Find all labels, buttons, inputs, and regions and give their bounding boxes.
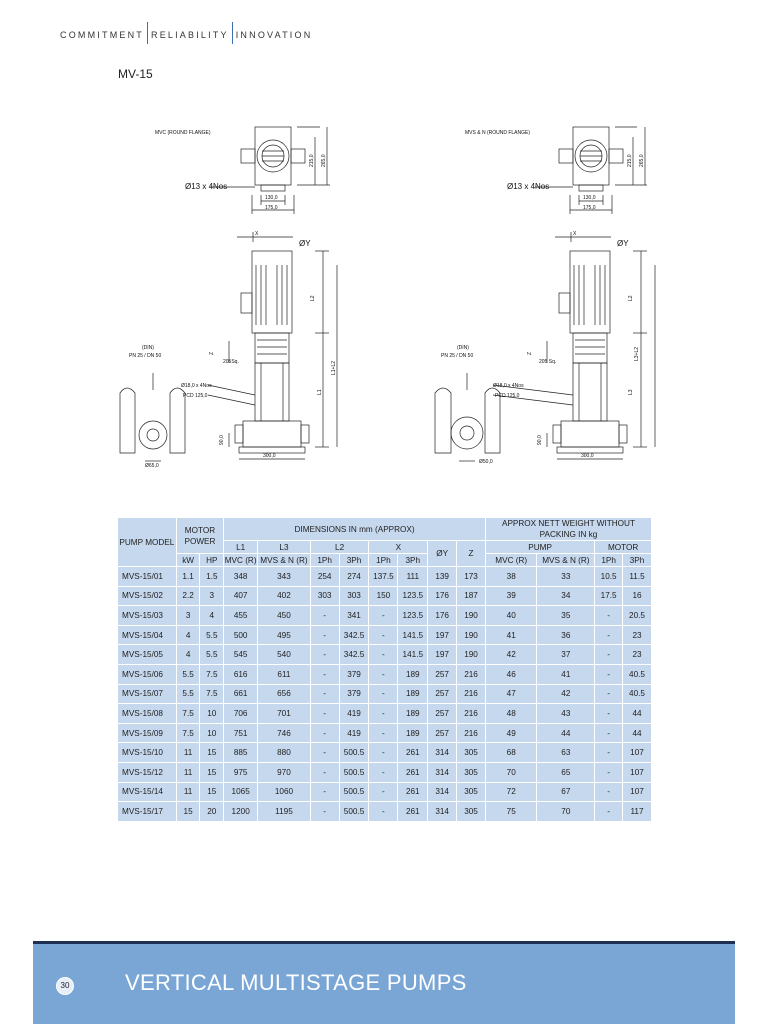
table-cell: 190 — [457, 625, 486, 645]
specification-table — [117, 517, 652, 822]
table-cell: 190 — [457, 606, 486, 626]
table-cell: 348 — [224, 567, 258, 587]
table-cell: 111 — [398, 567, 428, 587]
table-cell: - — [369, 802, 398, 822]
dimension-drawings — [115, 115, 660, 495]
table-cell: - — [310, 782, 339, 802]
table-cell: 42 — [537, 684, 595, 704]
table-cell: 41 — [537, 664, 595, 684]
table-cell: 3 — [200, 586, 224, 606]
table-cell: 197 — [428, 625, 457, 645]
table-cell: 11 — [176, 782, 200, 802]
table-cell: 46 — [485, 664, 537, 684]
table-cell: 616 — [224, 664, 258, 684]
table-cell: 257 — [428, 684, 457, 704]
left-x-label: X — [255, 231, 259, 237]
table-cell-model: MVS-15/17 — [118, 802, 177, 822]
table-cell: - — [595, 704, 623, 724]
table-cell: 11.5 — [623, 567, 652, 587]
header-l1: L1 — [224, 541, 258, 554]
model-title: MV-15 — [118, 67, 153, 81]
page-number: 30 — [56, 977, 74, 995]
table-cell: 123.5 — [398, 606, 428, 626]
table-cell: 314 — [428, 743, 457, 763]
left-dim-300: 300,0 — [263, 453, 276, 459]
table-cell: 7.5 — [200, 664, 224, 684]
header-motor: MOTOR — [595, 541, 652, 554]
left-dim-130: 130,0 — [265, 195, 278, 201]
table-cell: 7.5 — [200, 684, 224, 704]
left-dim-265: 265,0 — [321, 154, 327, 167]
table-cell: 107 — [623, 762, 652, 782]
left-pn-label: PN 25 / DN 50 — [129, 353, 162, 359]
table-cell-model: MVS-15/09 — [118, 723, 177, 743]
table-cell-model: MVS-15/01 — [118, 567, 177, 587]
table-cell: 43 — [537, 704, 595, 724]
table-cell: 189 — [398, 723, 428, 743]
table-cell: - — [595, 664, 623, 684]
left-sq-label: 205Sq. — [223, 359, 239, 365]
table-cell: - — [369, 625, 398, 645]
table-row — [118, 762, 652, 782]
table-cell: 1060 — [258, 782, 311, 802]
table-cell: 4 — [176, 625, 200, 645]
right-flange-label: MVS & N (ROUND FLANGE) — [465, 130, 531, 136]
table-cell: 1.1 — [176, 567, 200, 587]
table-cell: 314 — [428, 762, 457, 782]
table-cell: 880 — [258, 743, 311, 763]
table-cell: 34 — [537, 586, 595, 606]
table-cell: 500.5 — [339, 782, 369, 802]
table-cell: 20.5 — [623, 606, 652, 626]
table-cell: 38 — [485, 567, 537, 587]
table-cell: 407 — [224, 586, 258, 606]
table-cell: 216 — [457, 684, 486, 704]
table-cell: 15 — [176, 802, 200, 822]
table-cell: - — [595, 684, 623, 704]
left-pcd-label: PCD 125,0 — [183, 393, 208, 399]
table-cell-model: MVS-15/04 — [118, 625, 177, 645]
table-cell: 751 — [224, 723, 258, 743]
table-cell: 261 — [398, 743, 428, 763]
right-z-label: Z — [527, 351, 533, 355]
table-cell: 189 — [398, 704, 428, 724]
table-cell: 68 — [485, 743, 537, 763]
table-cell: 1065 — [224, 782, 258, 802]
right-l3-label: L3 — [628, 389, 634, 395]
table-cell: 173 — [457, 567, 486, 587]
table-cell: 419 — [339, 723, 369, 743]
header-z: Z — [457, 541, 486, 567]
table-cell: - — [310, 762, 339, 782]
table-cell: 303 — [339, 586, 369, 606]
header-hp: HP — [200, 554, 224, 567]
table-row — [118, 645, 652, 665]
table-cell: 343 — [258, 567, 311, 587]
table-cell: 40.5 — [623, 684, 652, 704]
table-cell: 139 — [428, 567, 457, 587]
table-cell: 189 — [398, 684, 428, 704]
table-cell: - — [310, 645, 339, 665]
table-cell: 5.5 — [176, 664, 200, 684]
table-cell: - — [310, 606, 339, 626]
header-weight: APPROX NETT WEIGHT WITHOUT PACKING IN kg — [485, 518, 651, 541]
table-cell: - — [595, 645, 623, 665]
table-cell: 44 — [537, 723, 595, 743]
table-cell: 216 — [457, 664, 486, 684]
table-cell: 65 — [537, 762, 595, 782]
table-cell: - — [310, 704, 339, 724]
table-cell: 141.5 — [398, 625, 428, 645]
left-l1-label: L1 — [317, 389, 323, 395]
table-row — [118, 743, 652, 763]
table-cell: 187 — [457, 586, 486, 606]
right-dim-175: 175,0 — [583, 205, 596, 211]
table-row — [118, 684, 652, 704]
table-cell: 5.5 — [176, 684, 200, 704]
right-dim-90: 90,0 — [537, 435, 543, 445]
table-cell: 10 — [200, 723, 224, 743]
header-pump: PUMP — [485, 541, 594, 554]
table-cell: 500.5 — [339, 743, 369, 763]
left-base-view — [120, 373, 185, 461]
right-l3l2-label: L3+L2 — [634, 346, 640, 361]
table-cell: - — [369, 782, 398, 802]
table-cell: 4 — [200, 606, 224, 626]
table-cell: 261 — [398, 802, 428, 822]
table-cell: 216 — [457, 723, 486, 743]
header-row-3 — [118, 554, 652, 567]
header-l2: L2 — [310, 541, 369, 554]
table-cell: 41 — [485, 625, 537, 645]
table-cell: - — [369, 743, 398, 763]
left-l2-label: L2 — [310, 295, 316, 301]
table-cell: 137.5 — [369, 567, 398, 587]
left-dim-215: 215,0 — [309, 154, 315, 167]
table-cell: 33 — [537, 567, 595, 587]
table-cell: - — [595, 606, 623, 626]
header-l1-mvc: MVC (R) — [224, 555, 257, 565]
table-row — [118, 782, 652, 802]
header-motor-power: MOTOR POWER — [176, 518, 223, 554]
right-pn-label: PN 25 / DN 50 — [441, 353, 474, 359]
table-cell: 341 — [339, 606, 369, 626]
table-cell: 402 — [258, 586, 311, 606]
table-cell: 656 — [258, 684, 311, 704]
header-x: X — [369, 541, 428, 554]
table-cell: 7.5 — [176, 723, 200, 743]
table-cell: 3 — [176, 606, 200, 626]
table-cell: 67 — [537, 782, 595, 802]
table-cell: 1195 — [258, 802, 311, 822]
table-cell: 36 — [537, 625, 595, 645]
header-l2-3ph: 3Ph — [339, 554, 369, 567]
right-elevation — [493, 232, 655, 459]
tagline-divider — [232, 22, 233, 44]
table-cell: 176 — [428, 606, 457, 626]
table-cell: 10.5 — [595, 567, 623, 587]
tagline — [60, 22, 312, 44]
table-cell: 15 — [200, 782, 224, 802]
table-cell: 40.5 — [623, 664, 652, 684]
table-cell: - — [595, 625, 623, 645]
table-cell: - — [310, 802, 339, 822]
right-pcd-label: PCD 125,0 — [495, 393, 520, 399]
table-cell: 10 — [200, 704, 224, 724]
table-cell: 216 — [457, 704, 486, 724]
table-cell: 40 — [485, 606, 537, 626]
table-cell: - — [595, 743, 623, 763]
table-cell: 7.5 — [176, 704, 200, 724]
right-sq-label: 205 Sq. — [539, 359, 557, 365]
table-cell: 70 — [485, 762, 537, 782]
table-cell: 305 — [457, 782, 486, 802]
header-pump-model: PUMP MODEL — [118, 518, 177, 567]
table-cell: 176 — [428, 586, 457, 606]
table-cell: 4 — [176, 645, 200, 665]
table-cell: 17.5 — [595, 586, 623, 606]
table-cell: 379 — [339, 664, 369, 684]
table-cell: 47 — [485, 684, 537, 704]
footer-title: VERTICAL MULTISTAGE PUMPS — [125, 970, 467, 995]
table-cell: - — [595, 782, 623, 802]
table-cell: 450 — [258, 606, 311, 626]
tagline-divider — [147, 22, 148, 44]
table-cell: 48 — [485, 704, 537, 724]
left-z-label: Z — [209, 351, 215, 355]
table-cell: 11 — [176, 762, 200, 782]
tagline-commitment: COMMITMENT — [60, 30, 144, 40]
table-cell: - — [369, 645, 398, 665]
table-cell: 35 — [537, 606, 595, 626]
table-cell: 545 — [224, 645, 258, 665]
table-body — [118, 567, 652, 822]
table-cell: 197 — [428, 645, 457, 665]
right-dim-300: 300,0 — [581, 453, 594, 459]
right-oy-label: ØY — [617, 239, 629, 248]
table-cell: 611 — [258, 664, 311, 684]
table-cell: 257 — [428, 723, 457, 743]
table-cell: 746 — [258, 723, 311, 743]
table-cell-model: MVS-15/12 — [118, 762, 177, 782]
table-cell: 117 — [623, 802, 652, 822]
table-cell: 314 — [428, 802, 457, 822]
table-cell: - — [369, 684, 398, 704]
table-cell: 970 — [258, 762, 311, 782]
table-cell: 70 — [537, 802, 595, 822]
table-cell-model: MVS-15/05 — [118, 645, 177, 665]
table-cell: 701 — [258, 704, 311, 724]
table-cell: 5.5 — [200, 645, 224, 665]
table-cell: 189 — [398, 664, 428, 684]
table-row — [118, 606, 652, 626]
table-cell: 75 — [485, 802, 537, 822]
table-cell: - — [595, 762, 623, 782]
header-x-1ph: 1Ph — [369, 554, 398, 567]
table-cell-model: MVS-15/06 — [118, 664, 177, 684]
table-cell: - — [369, 664, 398, 684]
table-cell: 500.5 — [339, 762, 369, 782]
table-cell: 1.5 — [200, 567, 224, 587]
table-cell: 42 — [485, 645, 537, 665]
table-cell: 495 — [258, 625, 311, 645]
left-flange-label: MVC (ROUND FLANGE) — [155, 130, 211, 136]
table-cell: 39 — [485, 586, 537, 606]
header-row-1 — [118, 518, 652, 541]
right-dim-130: 130,0 — [583, 195, 596, 201]
table-cell: 500 — [224, 625, 258, 645]
table-cell: 107 — [623, 743, 652, 763]
table-cell: 975 — [224, 762, 258, 782]
table-cell: 305 — [457, 743, 486, 763]
table-cell: 661 — [224, 684, 258, 704]
table-cell: 455 — [224, 606, 258, 626]
table-cell: 419 — [339, 704, 369, 724]
table-cell: 257 — [428, 664, 457, 684]
table-cell: - — [595, 723, 623, 743]
table-row — [118, 723, 652, 743]
left-dia-label: Ø65,0 — [145, 463, 159, 469]
table-cell: 706 — [224, 704, 258, 724]
right-dia-label: Ø50,0 — [479, 459, 493, 465]
table-cell: 254 — [310, 567, 339, 587]
table-cell: 305 — [457, 802, 486, 822]
table-cell: - — [310, 723, 339, 743]
right-x-label: X — [573, 231, 577, 237]
left-l1l2-label: L1+L2 — [331, 360, 337, 375]
table-cell-model: MVS-15/08 — [118, 704, 177, 724]
table-cell: - — [595, 802, 623, 822]
header-weight-3ph: 3Ph — [623, 554, 652, 567]
right-l2-label: L2 — [628, 295, 634, 301]
right-hole-label: Ø18,0 x 4Nos — [493, 383, 524, 389]
table-cell: - — [369, 704, 398, 724]
table-cell: 257 — [428, 704, 457, 724]
header-l2-1ph: 1Ph — [310, 554, 339, 567]
right-base-view — [435, 373, 500, 461]
table-row — [118, 567, 652, 587]
table-cell: - — [310, 625, 339, 645]
table-cell: 261 — [398, 782, 428, 802]
table-cell: 15 — [200, 743, 224, 763]
table-cell: 123.5 — [398, 586, 428, 606]
header-weight-1ph: 1Ph — [595, 554, 623, 567]
header-kw: kW — [176, 554, 200, 567]
table-cell: 2.2 — [176, 586, 200, 606]
right-bolt-label: Ø13 x 4Nos — [507, 182, 550, 191]
table-cell: 37 — [537, 645, 595, 665]
right-dim-265: 265,0 — [639, 154, 645, 167]
table-cell: 72 — [485, 782, 537, 802]
tagline-reliability: RELIABILITY — [151, 30, 229, 40]
table-cell: 261 — [398, 762, 428, 782]
table-cell: 20 — [200, 802, 224, 822]
table-cell: 23 — [623, 625, 652, 645]
table-row — [118, 704, 652, 724]
table-cell: 314 — [428, 782, 457, 802]
table-cell: 379 — [339, 684, 369, 704]
table-cell: - — [369, 606, 398, 626]
table-cell: 49 — [485, 723, 537, 743]
table-cell: 1200 — [224, 802, 258, 822]
table-cell: 342.5 — [339, 625, 369, 645]
table-cell: 141.5 — [398, 645, 428, 665]
table-cell: 44 — [623, 704, 652, 724]
header-oy: ØY — [428, 541, 457, 567]
header-x-3ph: 3Ph — [398, 554, 428, 567]
table-cell-model: MVS-15/07 — [118, 684, 177, 704]
table-cell: - — [369, 723, 398, 743]
right-dim-215: 215,0 — [627, 154, 633, 167]
left-elevation — [208, 232, 337, 459]
table-cell: - — [310, 664, 339, 684]
table-cell-model: MVS-15/10 — [118, 743, 177, 763]
table-cell: 190 — [457, 645, 486, 665]
table-cell: 15 — [200, 762, 224, 782]
left-oy-label: ØY — [299, 239, 311, 248]
table-row — [118, 625, 652, 645]
table-cell: - — [310, 743, 339, 763]
table-cell: 107 — [623, 782, 652, 802]
header-weight-mvsn: MVS & N (R) — [537, 554, 595, 567]
table-cell: 303 — [310, 586, 339, 606]
table-cell: - — [369, 762, 398, 782]
header-dimensions: DIMENSIONS IN mm (APPROX) — [224, 518, 486, 541]
table-cell: 500.5 — [339, 802, 369, 822]
table-cell: - — [310, 684, 339, 704]
left-din-label: (DIN) — [142, 345, 154, 351]
table-cell: 274 — [339, 567, 369, 587]
table-cell: 342.5 — [339, 645, 369, 665]
left-bolt-label: Ø13 x 4Nos — [185, 182, 228, 191]
table-cell: 44 — [623, 723, 652, 743]
table-cell: 63 — [537, 743, 595, 763]
table-cell: 23 — [623, 645, 652, 665]
table-cell-model: MVS-15/14 — [118, 782, 177, 802]
table-cell-model: MVS-15/02 — [118, 586, 177, 606]
table-row — [118, 802, 652, 822]
table-row — [118, 586, 652, 606]
table-cell: 11 — [176, 743, 200, 763]
left-dim-175: 175,0 — [265, 205, 278, 211]
right-din-label: (DIN) — [457, 345, 469, 351]
table-cell: 540 — [258, 645, 311, 665]
left-dim-90: 90,0 — [219, 435, 225, 445]
table-cell-model: MVS-15/03 — [118, 606, 177, 626]
table-cell: 5.5 — [200, 625, 224, 645]
table-cell: 885 — [224, 743, 258, 763]
header-l3-mvsn: MVS & N (R) — [258, 554, 311, 567]
table-cell: 305 — [457, 762, 486, 782]
left-hole-label: Ø18,0 x 4Nos — [181, 383, 212, 389]
header-l3: L3 — [258, 541, 311, 554]
table-cell: 16 — [623, 586, 652, 606]
tagline-innovation: INNOVATION — [235, 30, 313, 40]
header-weight-mvc: MVC (R) — [485, 554, 537, 567]
table-row — [118, 664, 652, 684]
table-cell: 150 — [369, 586, 398, 606]
